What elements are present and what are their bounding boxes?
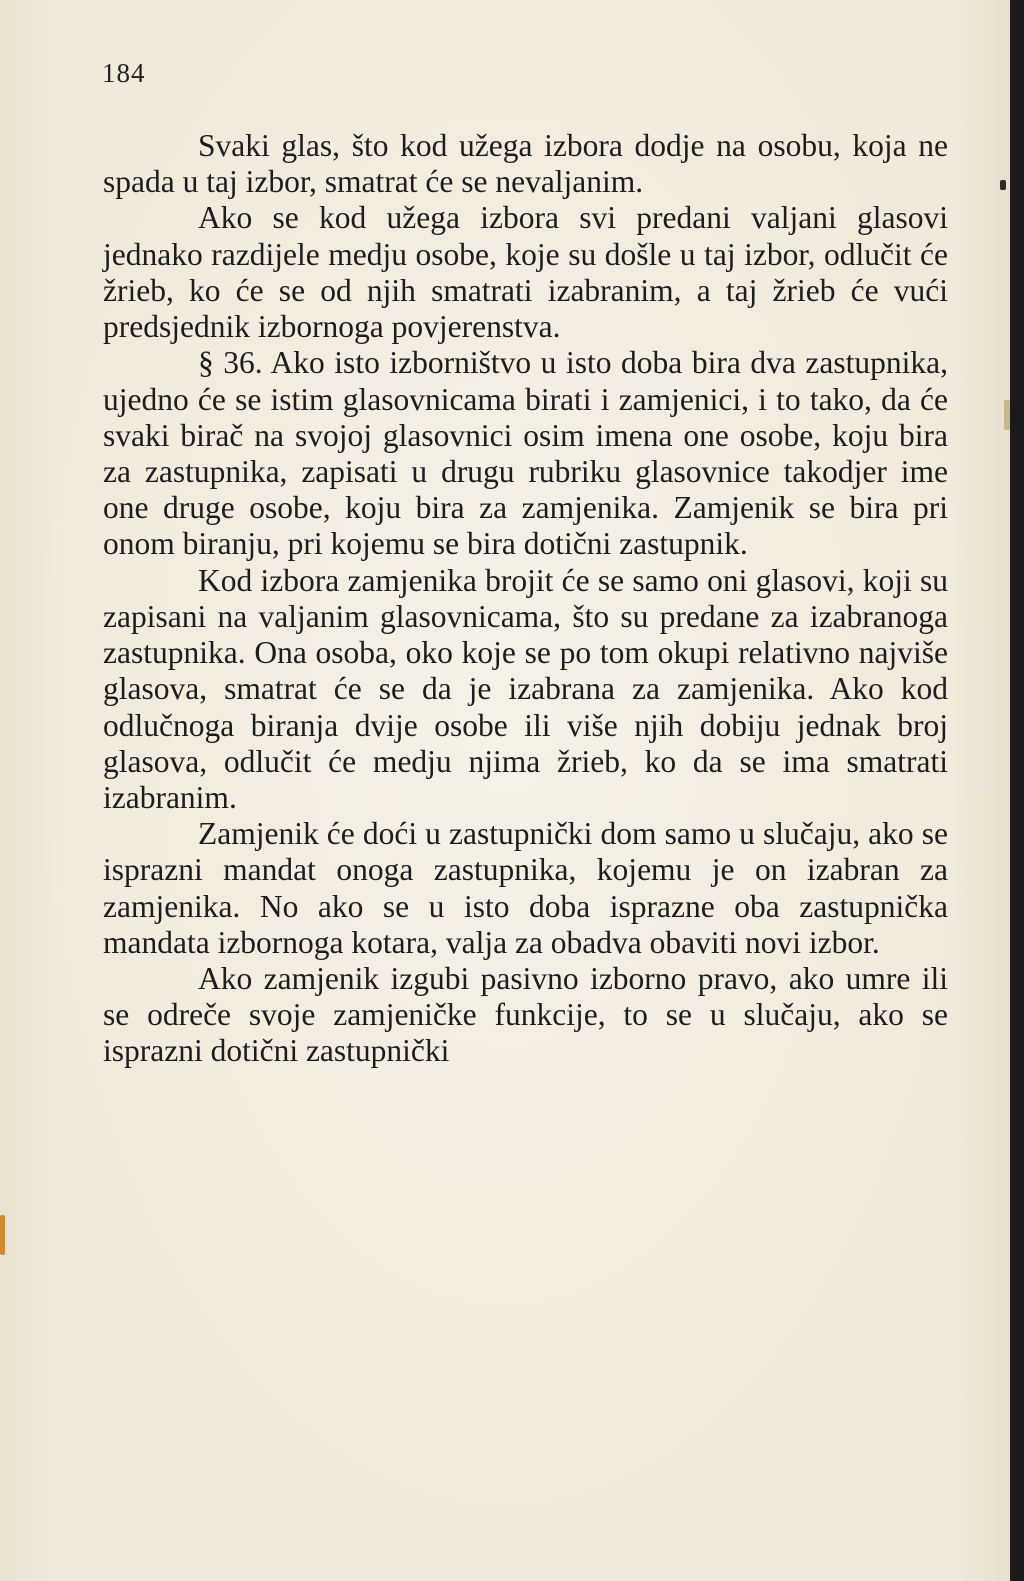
page-number: 184 bbox=[102, 58, 146, 88]
page-edge-tab bbox=[0, 1215, 5, 1255]
page-edge-mark bbox=[1000, 180, 1006, 190]
paragraph-invalid-votes: Svaki glas, što kod užega izbora dodje na osobu, koja ne spada u taj izbor, smatrat će se nevaljanim. bbox=[103, 128, 948, 200]
paragraph-deputy-vote-count: Kod izbora zamjenika brojit će se samo oni glasovi, koji su zapisani na valjanim glasovnicama, što su predane za izabranoga zastupnika. Ona osoba, oko koje se po tom okupi relativno najviše glasova, smatrat će se da je izabrana za zamjenika. Ako kod odlučnoga biranja dvije osobe ili više njih dobiju jednak broj glasova, odlučit će medju njima žrieb, ko da se ima smatrati izabranim. bbox=[103, 562, 948, 815]
paragraph-equal-votes-lot: Ako se kod užega izbora svi predani valjani glasovi jednako razdijele medju osobe, koje su došle u taj izbor, odlučit će žrieb, ko će se od njih smatrati izabranim, a taj žrieb će vući predsjednik izbornoga povjerenstva. bbox=[103, 200, 948, 345]
paragraph-section-36: § 36. Ako isto izborništvo u isto doba bira dva zastupnika, ujedno će se istim glasovnicama birati i zamjenici, i to tako, da će svaki birač na svojoj glasovnici osim imena one osobe, koju bira za zastupnika, zapisati u drugu rubriku glasovnice takodjer ime one druge osobe, koju bira za zamjenika. Zamjenik se bira pri onom biranju, pri kojemu se bira dotični zastupnik. bbox=[103, 345, 948, 562]
paragraph-deputy-loses-right: Ako zamjenik izgubi pasivno izborno pravo, ako umre ili se odreče svoje zamjeničke funkcije, to se u slučaju, ako se isprazni dotični zastupnički bbox=[103, 961, 948, 1069]
body-text bbox=[103, 128, 948, 1070]
page-edge-shadow bbox=[1004, 400, 1010, 430]
paragraph-deputy-mandate: Zamjenik će doći u zastupnički dom samo u slučaju, ako se isprazni mandat onoga zastupnika, kojemu je on izabran za zamjenika. No ako se u isto doba isprazne oba zastupnička mandata izbornoga kotara, valja za obadva obaviti novi izbor. bbox=[103, 816, 948, 960]
